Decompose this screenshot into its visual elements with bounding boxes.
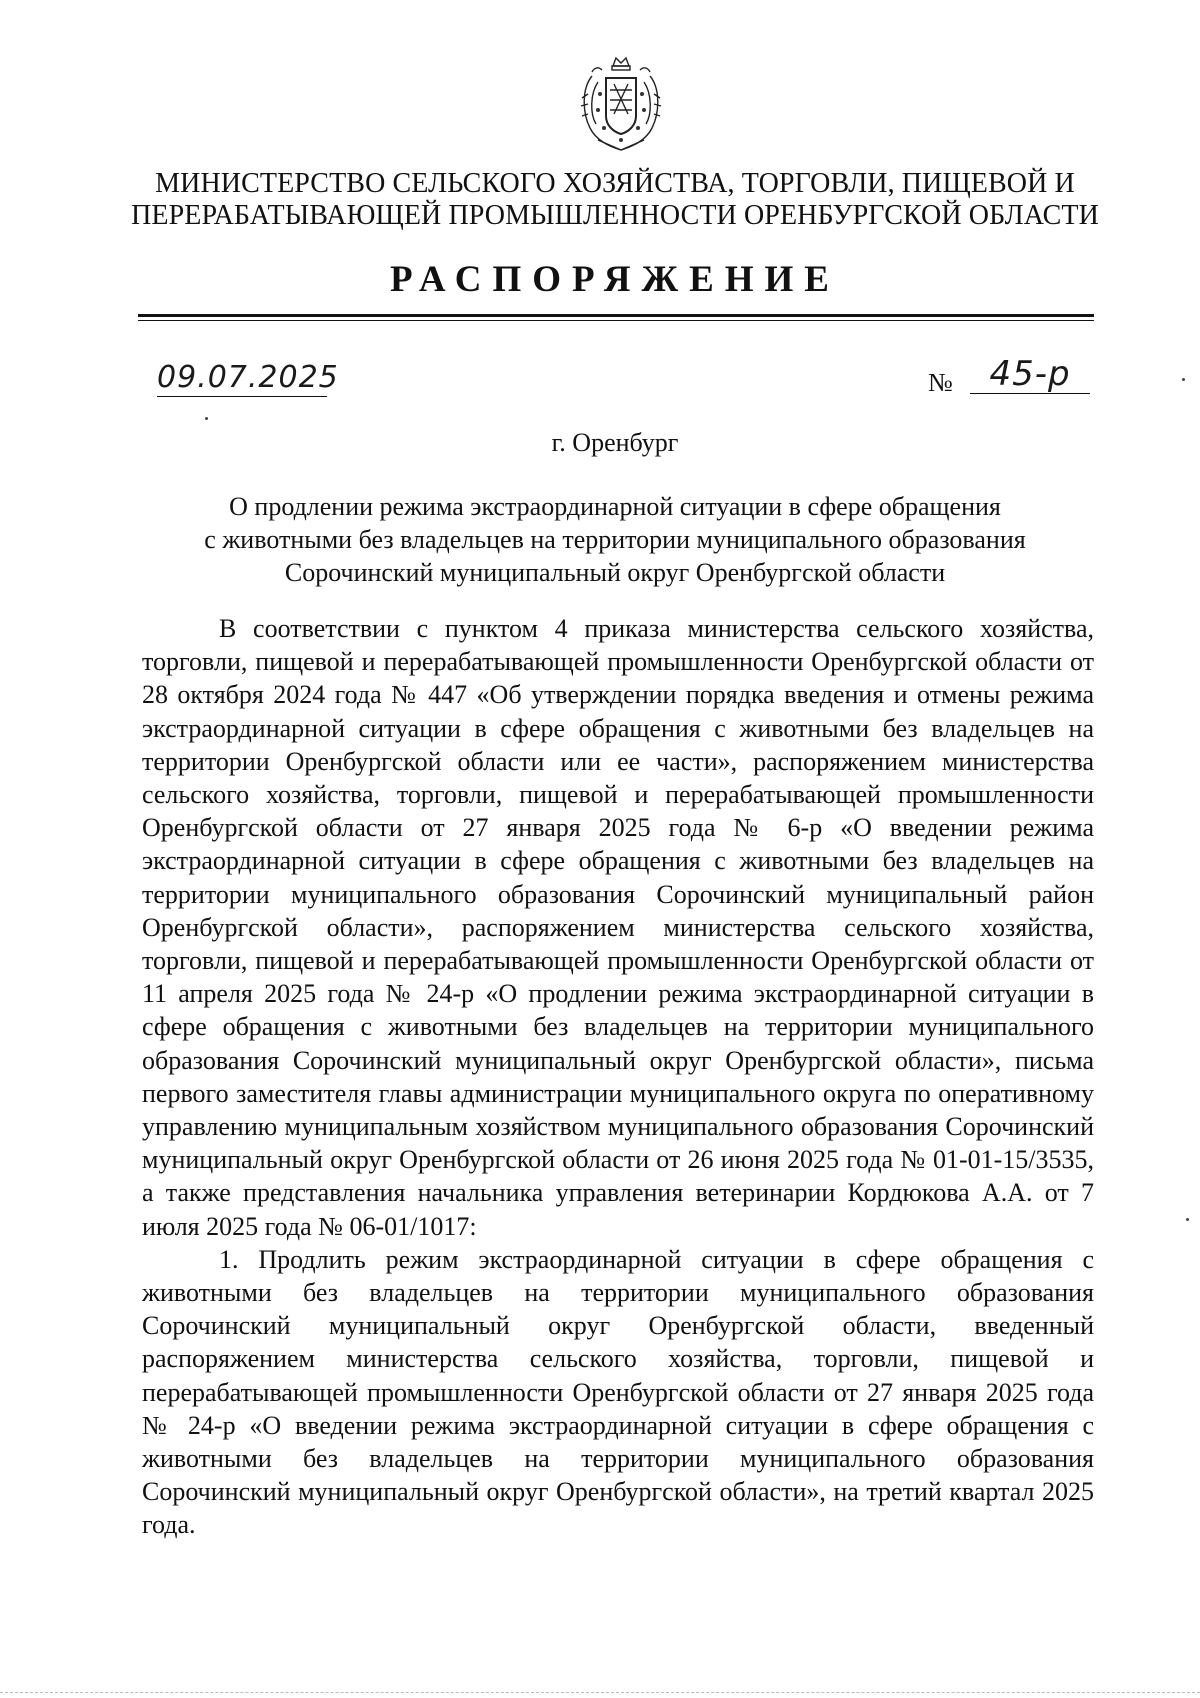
preamble-paragraph: В соответствии с пунктом 4 приказа министерства сельского хозяйства, торговли, пищевой и перерабатывающей промышленности Оренбургской области от 28 октября 2024 года № 447 «Об утверждении порядка введения и отмены режима экстраординарной ситуации в сфере обращения с животными без владельцев на территории Оренбургской области или ее части», распоряжением министерства сельского хозяйства, торговли, пищевой и перерабатывающей промышленности Оренбургской области от 27 января 2025 года № 6-р «О введении режима экстраординарной ситуации в сфере обращения с животными без владельцев на территории муниципального образования Сорочинский муниципальный район Оренбургской области», распоряжением министерства сельского хозяйства, торговли, пищевой и перерабатывающей промышленности Оренбургской области от 11 апреля 2025 года № 24-р «О продлении режима экстраординарной ситуации в сфере обращения с животными без владельцев на территории муниципального образования Сорочинский муниципальный округ Оренбургской области», письма первого заместителя главы администрации муниципального округа по оперативному управлению муниципальным хозяйством муниципального образования Сорочинский муниципальный округ Оренбургской области от 26 июня 2025 года № 01-01-15/3535, а также представления начальника управления ветеринарии Кордюкова А.А. от 7 июля 2025 года № 06-01/1017:	[142, 614, 1094, 1241]
document-subject	[130, 490, 1100, 589]
document-date: 09.07.2025	[157, 360, 339, 395]
subject-line-2: с животными без владельцев на территории муниципального образования	[204, 525, 1026, 554]
number-label: №	[928, 368, 953, 397]
header-divider-thin	[138, 320, 1094, 321]
scan-speck	[1186, 1218, 1189, 1221]
coat-of-arms-icon	[578, 54, 664, 154]
scan-edge-line	[0, 1692, 1200, 1693]
scan-speck	[205, 417, 208, 420]
header-divider-thick	[138, 314, 1094, 317]
subject-line-3: Сорочинский муниципальный округ Оренбургской области	[284, 558, 946, 587]
ministry-line-1: МИНИСТЕРСТВО СЕЛЬСКОГО ХОЗЯЙСТВА, ТОРГОВЛИ, ПИЩЕВОЙ И	[155, 168, 1075, 199]
subject-line-1: О продлении режима экстраординарной ситуации в сфере обращения	[229, 492, 1001, 521]
document-number: 45-р	[970, 355, 1090, 394]
document-type-title: РАСПОРЯЖЕНИЕ	[389, 259, 840, 300]
ministry-line-2: ПЕРЕРАБАТЫВАЮЩЕЙ ПРОМЫШЛЕННОСТИ ОРЕНБУРГСКОЙ ОБЛАСТИ	[131, 200, 1099, 231]
scan-speck	[1182, 378, 1185, 381]
document-body	[142, 612, 1094, 1542]
clause-1-paragraph: 1. Продлить режим экстраординарной ситуации в сфере обращения с животными без владельцев на территории муниципального образования Сорочинский муниципальный округ Оренбургской области, введенный распоряжением министерства сельского хозяйства, торговли, пищевой и перерабатывающей промышленности Оренбургской области от 27 января 2025 года № 24-р «О введении режима экстраординарной ситуации в сфере обращения с животными без владельцев на территории муниципального образования Сорочинский муниципальный округ Оренбургской области», на третий квартал 2025 года.	[142, 1244, 1094, 1540]
city-line: г. Оренбург	[551, 428, 679, 457]
ministry-name	[130, 168, 1100, 232]
